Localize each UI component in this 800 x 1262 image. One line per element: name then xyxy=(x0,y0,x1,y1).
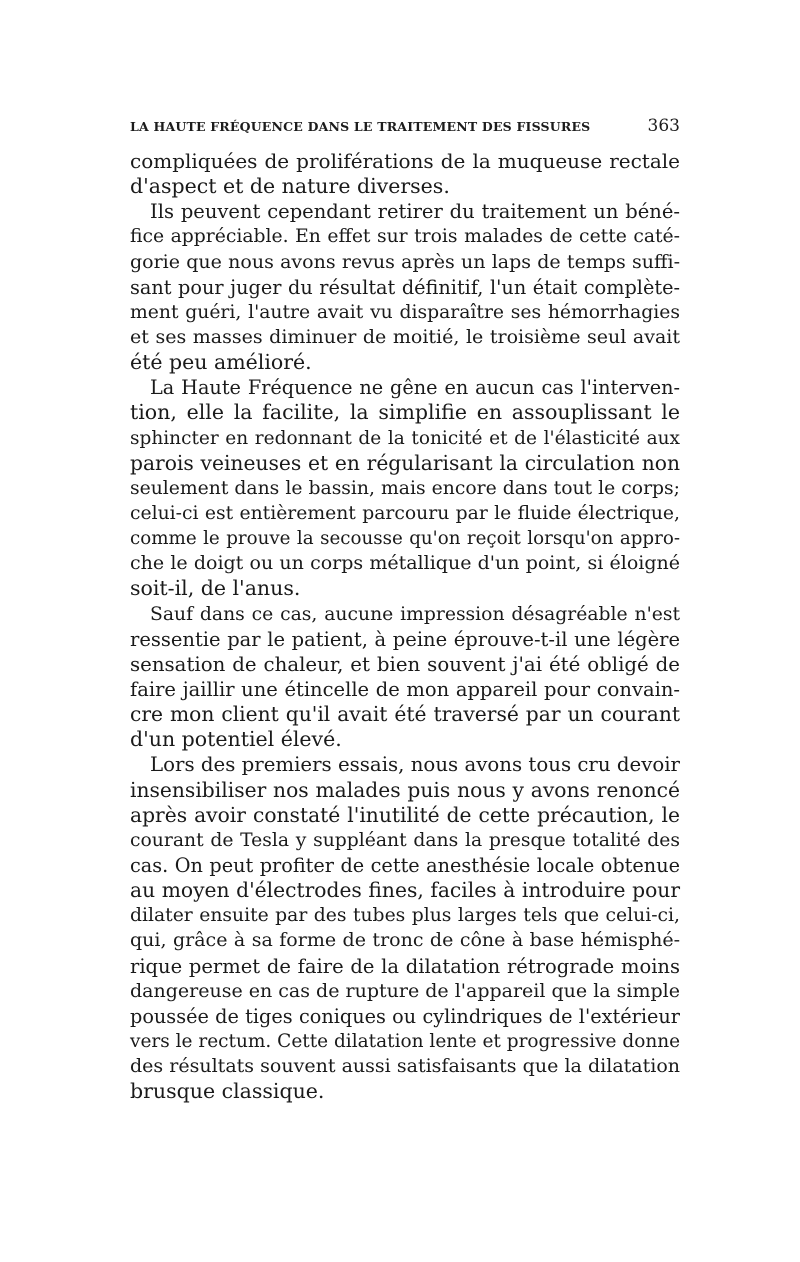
text-line: sensation de chaleur, et bien souvent j'ai été obligé de xyxy=(130,652,680,676)
text-line: brusque classique. xyxy=(130,1079,325,1104)
running-title: LA HAUTE FRÉQUENCE DANS LE TRAITEMENT DES FISSURES xyxy=(130,119,591,134)
text-line: Ils peuvent cependant retirer du traitement un béné- xyxy=(150,200,680,224)
body-text xyxy=(130,149,680,1104)
text-line: La Haute Fréquence ne gêne en aucun cas l'interven- xyxy=(150,376,680,400)
text-line: che le doigt ou un corps métallique d'un point, si éloigné xyxy=(130,552,680,575)
text-line: sant pour juger du résultat définitif, l'un était complète- xyxy=(130,275,680,299)
text-line: qui, grâce à sa forme de tronc de cône à base hémisphé- xyxy=(130,929,680,952)
text-line: Sauf dans ce cas, aucune impression désagréable n'est xyxy=(150,603,680,625)
page-number: 363 xyxy=(647,116,680,136)
text-line: dilater ensuite par des tubes plus larges tels que celui-ci, xyxy=(130,905,680,927)
text-line: ressentie par le patient, à peine éprouve-t-il une légère xyxy=(130,627,680,651)
text-line: d'un potentiel élevé. xyxy=(130,727,342,752)
text-line: courant de Tesla y suppléant dans la presque totalité des xyxy=(130,829,680,851)
text-line: faire jaillir une étincelle de mon appareil pour convain- xyxy=(130,677,680,701)
text-line: celui-ci est entièrement parcouru par le fluide électrique, xyxy=(130,502,680,524)
text-line: sphincter en redonnant de la tonicité et de l'élasticité aux xyxy=(130,427,680,449)
text-line: poussée de tiges coniques ou cylindriques de l'extérieur xyxy=(130,1004,680,1028)
text-line: dangereuse en cas de rupture de l'appareil que la simple xyxy=(130,979,680,1002)
text-line: cre mon client qu'il avait été traversé par un courant xyxy=(130,702,680,727)
text-line: tion, elle la facilite, la simplifie en assouplissant le xyxy=(130,400,680,425)
text-line: après avoir constaté l'inutilité de cette précaution, le xyxy=(130,802,680,827)
text-line: rique permet de faire de la dilatation rétrograde moins xyxy=(130,954,680,978)
text-line: fice appréciable. En effet sur trois malades de cette caté- xyxy=(130,226,680,248)
text-line: compliquées de proliférations de la muqueuse rectale xyxy=(130,149,680,173)
text-line: soit-il, de l'anus. xyxy=(130,576,301,601)
text-line: gorie que nous avons revus après un laps de temps suffi- xyxy=(130,250,680,273)
text-line: parois veineuses et en régularisant la circulation non xyxy=(130,450,680,475)
text-line: Lors des premiers essais, nous avons tous cru devoir xyxy=(150,753,681,777)
text-line: des résultats souvent aussi satisfaisants que la dilatation xyxy=(130,1055,680,1078)
text-line: été peu amélioré. xyxy=(130,350,312,375)
text-line: d'aspect et de nature diverses. xyxy=(130,174,450,199)
text-line: seulement dans le bassin, mais encore dans tout le corps; xyxy=(130,477,680,499)
text-line: ment guéri, l'autre avait vu disparaître ses hémorrhagies xyxy=(130,301,680,323)
text-line: insensibiliser nos malades puis nous y avons renoncé xyxy=(130,777,680,802)
text-line: et ses masses diminuer de moitié, le troisième seul avait xyxy=(130,325,680,348)
text-line: vers le rectum. Cette dilatation lente et progressive donne xyxy=(130,1030,681,1052)
running-head xyxy=(130,116,680,136)
text-line: cas. On peut profiter de cette anesthésie locale obtenue xyxy=(130,853,680,877)
text-line: au moyen d'électrodes fines, faciles à introduire pour xyxy=(130,878,680,903)
text-line: comme le prouve la secousse qu'on reçoit lorsqu'on appro- xyxy=(130,528,680,550)
